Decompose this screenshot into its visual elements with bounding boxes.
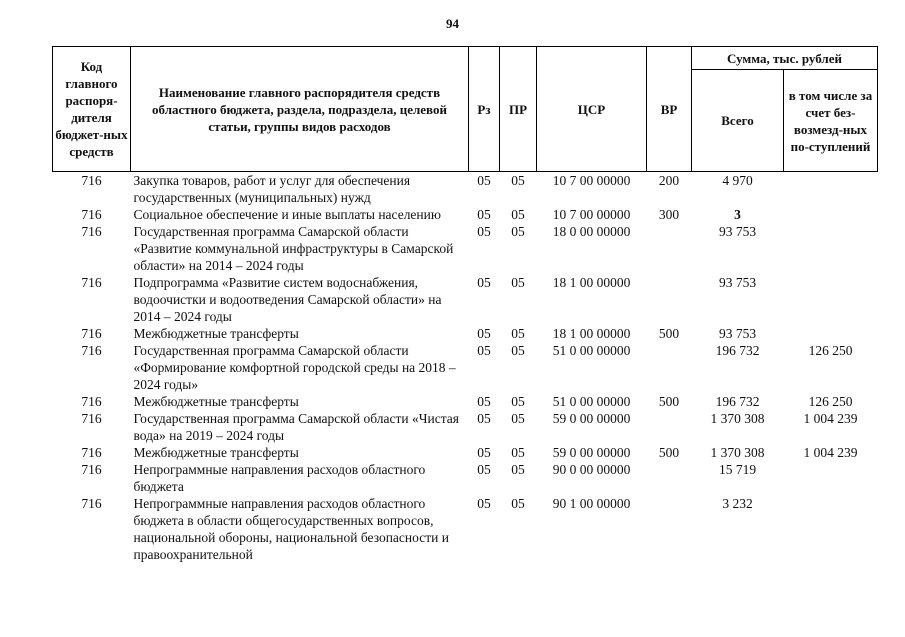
cell-vr: 500 [658,445,680,460]
cell-name: Государственная программа Самарской области «Развитие коммунальной инфраструктуры в Самарской области» на 2014 – 2024 годы [133,224,454,273]
table-row [53,444,878,461]
cell-csr: 90 1 00 00000 [552,496,631,511]
header-free: в том числе за счет без-возмезд-ных по-ступлений [784,70,878,172]
cell-pr: 05 [511,173,525,188]
cell-free [784,325,878,342]
cell-total: 3 232 [722,496,753,511]
table-row [53,410,878,444]
header-rz: Рз [469,47,500,172]
header-name: Наименование главного распорядителя средств областного бюджета, раздела, подраздела, целевой статьи, группы видов расходов [131,47,469,172]
cell-rz: 05 [477,275,491,290]
cell-total: 15 719 [718,462,757,477]
cell-free: 126 250 [808,394,853,409]
table-row [53,274,878,325]
header-vr: ВР [647,47,692,172]
cell-rz: 05 [477,445,491,460]
cell-free: 126 250 [808,343,853,358]
table-body [53,172,878,564]
table-header [53,47,878,172]
cell-total: 93 753 [718,326,757,341]
cell-csr: 18 1 00 00000 [552,275,631,290]
cell-total: 93 753 [718,224,757,239]
table-row [53,495,878,563]
cell-name: Непрограммные направления расходов областного бюджета в области общегосударственных вопросов, национальной обороны, национальной безопасности и правоохранительной [133,496,449,562]
cell-vr: 500 [658,394,680,409]
cell-total: 1 370 308 [710,445,765,460]
cell-pr: 05 [511,496,525,511]
cell-name: Государственная программа Самарской области «Чистая вода» на 2019 – 2024 годы [133,411,460,443]
cell-vr: 500 [658,326,680,341]
cell-csr: 10 7 00 00000 [552,207,631,222]
header-pr: ПР [500,47,537,172]
cell-vr [647,274,692,325]
cell-vr [647,342,692,393]
cell-csr: 18 0 00 00000 [552,224,631,239]
table-row [53,325,878,342]
budget-table [52,46,878,563]
cell-total: 196 732 [715,394,760,409]
header-csr: ЦСР [537,47,647,172]
cell-free [784,274,878,325]
cell-free [784,223,878,274]
cell-rz: 05 [477,224,491,239]
table-row [53,461,878,495]
cell-free [784,206,878,223]
cell-total: 1 370 308 [710,411,765,426]
header-total: Всего [692,70,784,172]
cell-vr [647,410,692,444]
cell-code: 716 [81,445,102,460]
cell-name: Межбюджетные трансферты [133,394,299,409]
cell-code: 716 [81,462,102,477]
cell-rz: 05 [477,173,491,188]
cell-free [784,495,878,563]
cell-pr: 05 [511,445,525,460]
cell-csr: 51 0 00 00000 [552,343,631,358]
cell-total: 93 753 [718,275,757,290]
table-row [53,342,878,393]
cell-csr: 51 0 00 00000 [552,394,631,409]
cell-vr: 200 [658,173,680,188]
cell-free: 1 004 239 [803,445,858,460]
cell-csr: 90 0 00 00000 [552,462,631,477]
table-row [53,172,878,207]
cell-pr: 05 [511,411,525,426]
cell-pr: 05 [511,207,525,222]
cell-pr: 05 [511,224,525,239]
cell-rz: 05 [477,326,491,341]
cell-code: 716 [81,411,102,426]
cell-code: 716 [81,173,102,188]
cell-rz: 05 [477,343,491,358]
cell-name: Государственная программа Самарской области «Формирование комфортной городской среды на 2018 – 2024 годы» [133,343,456,392]
cell-rz: 05 [477,394,491,409]
cell-code: 716 [81,394,102,409]
cell-pr: 05 [511,343,525,358]
cell-name: Социальное обеспечение и иные выплаты населению [133,207,441,222]
cell-vr [647,223,692,274]
cell-total: 196 732 [715,343,760,358]
page-number: 94 [446,16,459,31]
cell-rz: 05 [477,411,491,426]
cell-rz: 05 [477,207,491,222]
cell-pr: 05 [511,462,525,477]
header-code: Код главного распоря-дителя бюджет-ных средств [53,47,131,172]
table-row [53,223,878,274]
cell-rz: 05 [477,496,491,511]
cell-code: 716 [81,224,102,239]
cell-pr: 05 [511,275,525,290]
cell-free: 1 004 239 [803,411,858,426]
cell-name: Закупка товаров, работ и услуг для обеспечения государственных (муниципальных) нужд [133,173,411,205]
cell-vr: 300 [658,207,680,222]
cell-pr: 05 [511,394,525,409]
cell-total: 4 970 [722,173,753,188]
cell-name: Подпрограмма «Развитие систем водоснабжения, водоочистки и водоотведения Самарской области» на 2014 – 2024 годы [133,275,442,324]
cell-code: 716 [81,326,102,341]
cell-free [784,172,878,207]
cell-pr: 05 [511,326,525,341]
table-row [53,393,878,410]
cell-csr: 59 0 00 00000 [552,411,631,426]
header-sum-group: Сумма, тыс. рублей [692,47,878,70]
cell-code: 716 [81,207,102,222]
cell-code: 716 [81,275,102,290]
cell-csr: 18 1 00 00000 [552,326,631,341]
cell-code: 716 [81,343,102,358]
cell-csr: 59 0 00 00000 [552,445,631,460]
cell-csr: 10 7 00 00000 [552,173,631,188]
cell-code: 716 [81,496,102,511]
table-row [53,206,878,223]
cell-rz: 05 [477,462,491,477]
cell-vr [647,461,692,495]
cell-total: 3 [734,207,741,222]
cell-name: Межбюджетные трансферты [133,445,299,460]
cell-name: Межбюджетные трансферты [133,326,299,341]
cell-name: Непрограммные направления расходов областного бюджета [133,462,426,494]
cell-vr [647,495,692,563]
cell-free [784,461,878,495]
